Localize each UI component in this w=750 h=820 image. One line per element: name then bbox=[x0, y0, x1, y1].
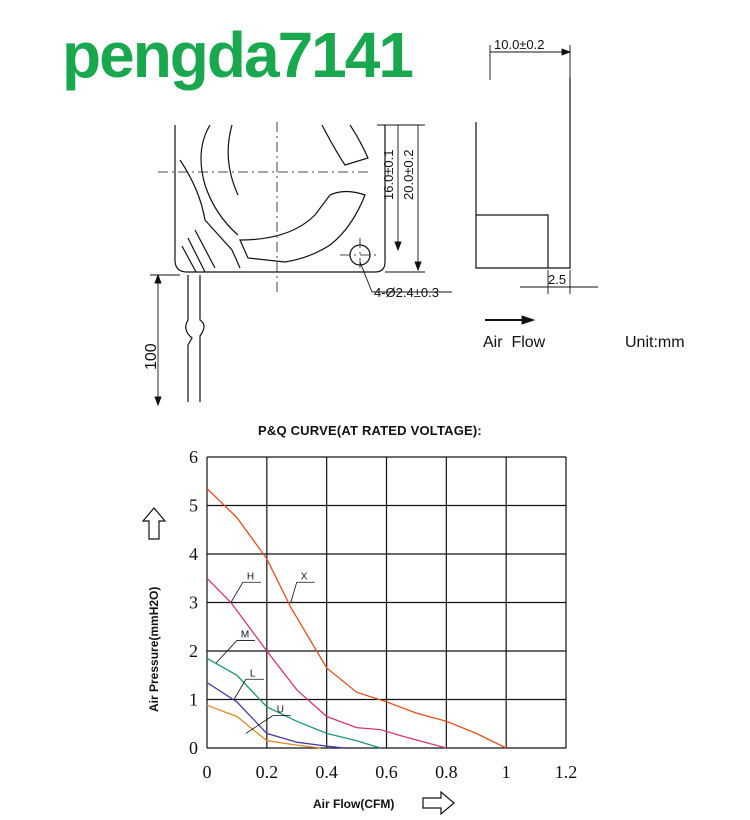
y-tick-label: 3 bbox=[189, 592, 198, 613]
series-label-leader bbox=[234, 679, 246, 699]
x-axis-label: Air Flow(CFM) bbox=[313, 797, 395, 811]
y-tick-label: 6 bbox=[189, 447, 198, 467]
x-tick-label: 0.4 bbox=[315, 762, 338, 782]
x-tick-label: 0.8 bbox=[435, 762, 458, 782]
brand-logo: pengda7141 bbox=[62, 19, 412, 91]
y-tick-label: 0 bbox=[189, 738, 198, 758]
dim-thickness: 10.0±0.2 bbox=[494, 37, 545, 52]
dim-hole: 4-Ø2.4±0.3 bbox=[374, 285, 439, 300]
series-label-h: H bbox=[246, 571, 255, 583]
x-tick-label: 0.6 bbox=[375, 762, 398, 782]
lead-wires bbox=[186, 275, 204, 402]
series-line-u bbox=[207, 705, 321, 748]
series-label-u: U bbox=[276, 704, 285, 716]
dim-flange: 2.5 bbox=[548, 272, 567, 287]
chart-title: P&Q CURVE(AT RATED VOLTAGE): bbox=[258, 423, 482, 438]
dim-hole-spacing: 16.0±0.1 bbox=[381, 149, 396, 200]
series-line-m bbox=[207, 658, 381, 748]
x-tick-label: 1 bbox=[501, 762, 511, 782]
y-axis-arrow-icon bbox=[143, 508, 165, 539]
x-tick-label: 1.2 bbox=[554, 762, 578, 782]
fan-blade-2 bbox=[240, 192, 365, 263]
series-label-leader bbox=[246, 716, 273, 734]
pq-chart bbox=[0, 420, 750, 820]
dim-frame: 20.0±0.2 bbox=[401, 149, 416, 200]
series-label-leader bbox=[291, 582, 297, 602]
y-tick-label: 5 bbox=[189, 495, 198, 516]
x-tick-label: 0 bbox=[202, 762, 212, 782]
series-label-m: M bbox=[240, 629, 250, 641]
airflow-label: Air Flow bbox=[483, 334, 546, 351]
x-tick-label: 0.2 bbox=[255, 762, 279, 782]
fan-frame-outline bbox=[175, 125, 385, 272]
series-line-x bbox=[207, 489, 506, 749]
y-tick-label: 2 bbox=[189, 641, 198, 661]
y-tick-label: 1 bbox=[189, 689, 198, 710]
y-axis-label: Air Pressure(mmH2O) bbox=[147, 586, 161, 712]
wire-1 bbox=[182, 230, 215, 272]
unit-label: Unit:mm bbox=[625, 334, 685, 351]
dim-lead-length: 100 bbox=[143, 343, 160, 370]
series-label-l: L bbox=[249, 668, 256, 680]
y-tick-label: 4 bbox=[189, 544, 198, 564]
x-axis-arrow-icon bbox=[423, 792, 454, 814]
side-view bbox=[476, 122, 548, 268]
series-label-x: X bbox=[300, 571, 308, 583]
series-label-leader bbox=[231, 582, 243, 602]
series-label-leader bbox=[216, 640, 237, 663]
fan-hub-inner bbox=[228, 125, 238, 195]
fan-blade-1 bbox=[322, 125, 368, 165]
